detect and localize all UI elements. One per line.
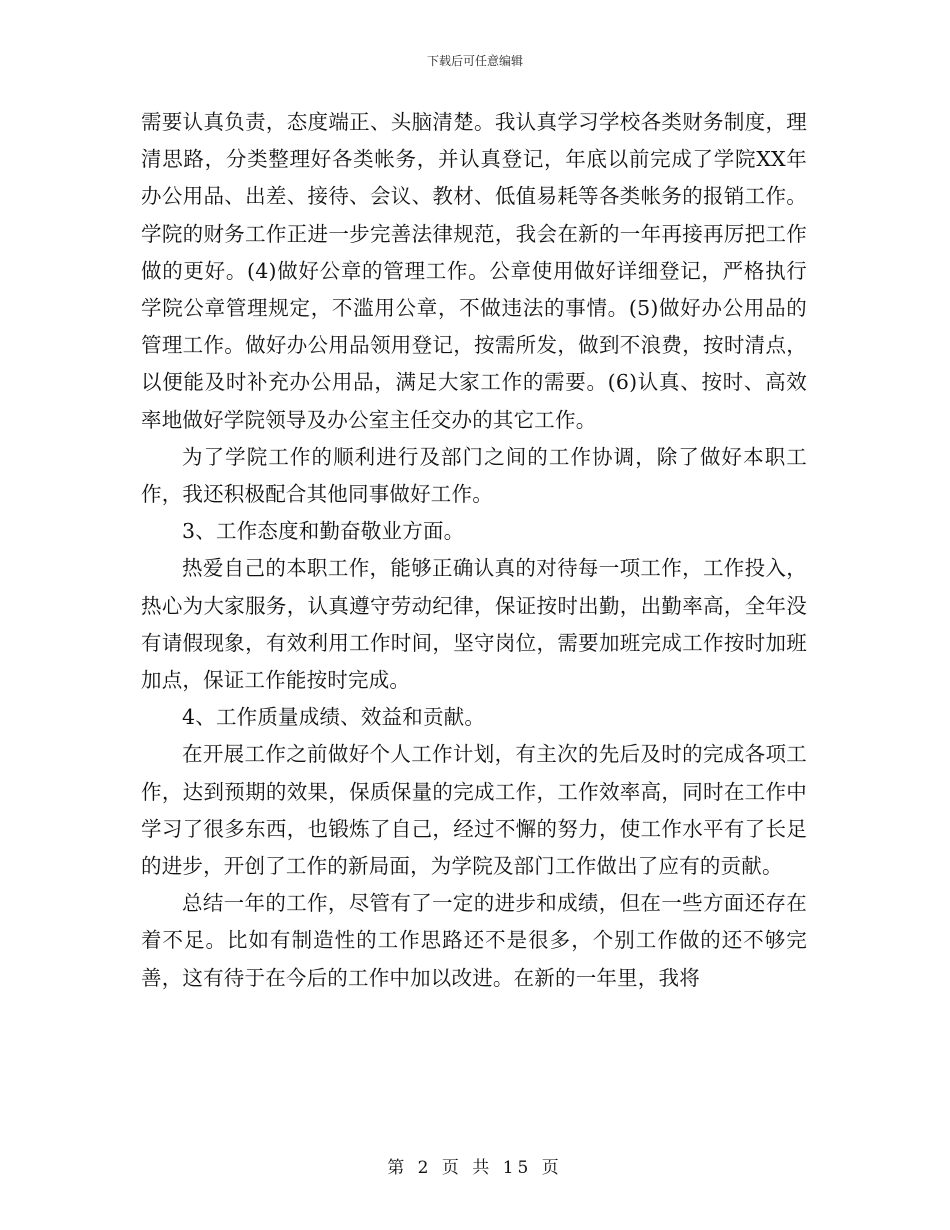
paragraph-quality: 在开展工作之前做好个人工作计划，有主次的先后及时的完成各项工作，达到预期的效果，保质保量的完成工作，工作效率高，同时在工作中学习了很多东西，也锻炼了自己，经过不懈的努力，使工作水平有了长足的进步，开创了工作的新局面，为学院及部门工作做出了应有的贡献。 (141, 742, 807, 879)
page-number: 第 2 页 共 15 页 (387, 1158, 563, 1178)
paragraph-cooperation: 为了学院工作的顺利进行及部门之间的工作协调，除了做好本职工作，我还积极配合其他同事做好工作。 (141, 444, 807, 507)
section-heading-attitude: 3、工作态度和勤奋敬业方面。 (182, 519, 465, 544)
section-heading-quality: 4、工作质量成绩、效益和贡献。 (182, 705, 486, 730)
paragraph-continued: 需要认真负责，态度端正、头脑清楚。我认真学习学校各类财务制度，理清思路，分类整理好各类帐务，并认真登记，年底以前完成了学院XX年办公用品、出差、接待、会议、教材、低值易耗等各类帐务的报销工作。学院的财务工作正进一步完善法律规范，我会在新的一年再接再厉把工作做的更好。(4)做好公章的管理工作。公章使用做好详细登记，严格执行学院公章管理规定，不滥用公章，不做违法的事情。(5)做好办公用品的管理工作。做好办公用品领用登记，按需所发，做到不浪费，按时清点，以便能及时补充办公用品，满足大家工作的需要。(6)认真、按时、高效率地做好学院领导及办公室主任交办的其它工作。 (141, 110, 807, 432)
document-body (141, 104, 807, 997)
paragraph-summary: 总结一年的工作，尽管有了一定的进步和成绩，但在一些方面还存在着不足。比如有制造性的工作思路还不是很多，个别工作做的还不够完善，这有待于在今后的工作中加以改进。在新的一年里，我将 (141, 891, 807, 990)
paragraph-attitude: 热爱自己的本职工作，能够正确认真的对待每一项工作，工作投入，热心为大家服务，认真遵守劳动纪律，保证按时出勤，出勤率高，全年没有请假现象，有效利用工作时间，坚守岗位，需要加班完成工作按时加班加点，保证工作能按时完成。 (141, 556, 807, 693)
page-header: 下载后可任意编辑 (426, 54, 523, 68)
